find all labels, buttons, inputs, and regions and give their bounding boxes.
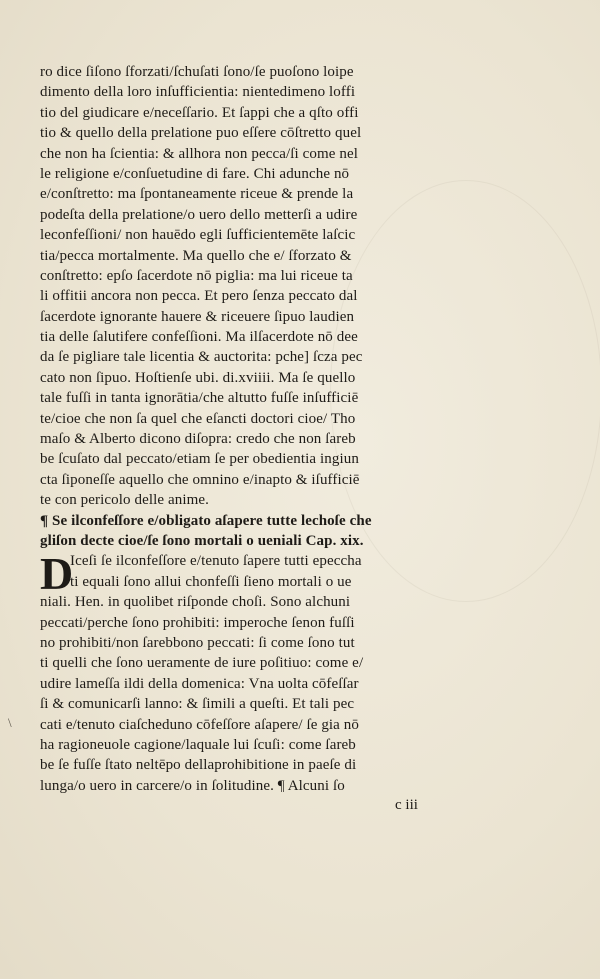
text-line: ti quelli che ſono ueramente de iure poſitiuo: come e/ (40, 655, 364, 672)
text-line: tale fuſſi in tanta ignorātia/che altutto fuſſe inſufficiē (40, 390, 359, 407)
text-line: li offitii ancora non pecca. Et pero ſenza peccato dal (40, 288, 358, 305)
text-line: ro dice ſiſono ſforzati/ſchuſati ſono/ſe puoſono loipe (40, 64, 354, 80)
chapter-heading: ¶ Se ilconfeſſore e/obligato aſapere tutte lechoſe che (40, 512, 372, 529)
text-line: cta ſiponeſſe aquello che omnino e/inapto & iſufficiē (40, 471, 360, 488)
text-line: leconfeſſioni/ non hauēdo egli ſufficientemēte laſcic (40, 227, 356, 244)
text-line: lunga/o uero in carcere/o in ſolitudine. ¶ Alcuni ſo (40, 777, 345, 794)
text-line: conſtretto: epſo ſacerdote nō piglia: ma lui riceue ta (40, 267, 353, 284)
text-line: maſo & Alberto dicono diſopra: credo che non ſareb (40, 431, 356, 448)
text-line: ti equali ſono allui chonfeſſi ſieno mortali o ue (70, 573, 352, 590)
text-line: Iceſi ſe ilconfeſſore e/tenuto ſapere tutti epeccha (70, 553, 362, 570)
text-line: cato non ſipuo. Hoſtienſe ubi. di.xviiii. Ma ſe quello (40, 369, 356, 386)
text-line: niali. Hen. in quolibet riſponde choſi. Sono alchuni (40, 594, 351, 611)
text-line: dimento della loro inſufficientia: nientedimeno loffi (40, 84, 356, 101)
text-line: e/conſtretto: ma ſpontaneamente riceue & prende la (40, 186, 354, 203)
drop-cap-initial: D (40, 548, 74, 599)
text-line: tio & quello della prelatione puo eſſere cōſtretto quel (40, 125, 362, 142)
text-line: ha ragioneuole cagione/laquale lui ſcuſi: come ſareb (40, 736, 356, 753)
text-line: te con pericolo delle anime. (40, 492, 209, 509)
text-line: no prohibiti/non ſarebbono peccati: ſi come ſono tut (40, 634, 355, 651)
text-line: podeſta della prelatione/o uero dello metterſi a udire (40, 206, 358, 223)
chapter-heading: gliſon decte cioe/ſe ſono mortali o ueniali Cap. xix. (40, 532, 364, 549)
signature-mark: c iii (395, 797, 418, 813)
text-line: peccati/perche ſono prohibiti: imperoche ſenon fuſſi (40, 614, 355, 631)
text-line: tia delle ſalutifere confeſſioni. Ma ilſacerdote nō dee (40, 329, 358, 346)
text-line: ſacerdote ignorante hauere & riceuere ſipuo laudien (40, 308, 355, 325)
text-line: be ſe fuſſe ſtato neltēpo dellaprohibitione in paeſe di (40, 757, 357, 774)
text-line: cati e/tenuto ciaſcheduno cōfeſſore aſapere/ ſe gia nō (40, 716, 359, 733)
text-line: tia/pecca mortalmente. Ma quello che e/ ſforzato & (40, 247, 352, 264)
body-text (40, 62, 470, 796)
text-line: te/cioe che non ſa quel che eſancti doctori cioe/ Tho (40, 410, 356, 427)
text-line: udire lameſſa ildi della domenica: Vna uolta cōfeſſar (40, 675, 359, 692)
text-line: le religione e/conſuetudine di fare. Chi adunche nō (40, 165, 350, 182)
text-line: ſi & comunicarſi lanno: & ſimili a queſti. Et tali pec (40, 696, 355, 713)
text-line: be ſcuſato dal peccato/etiam ſe per obedientia ingiun (40, 451, 359, 468)
text-line: che non ha ſcientia: & allhora non pecca/ſi come nel (40, 145, 358, 162)
text-line: tio del giudicare e/neceſſario. Et ſappi che a qſto offi (40, 104, 359, 121)
text-line: da ſe pigliare tale licentia & auctorita: pche] ſcza pec (40, 349, 363, 366)
margin-mark: \ (8, 715, 12, 730)
